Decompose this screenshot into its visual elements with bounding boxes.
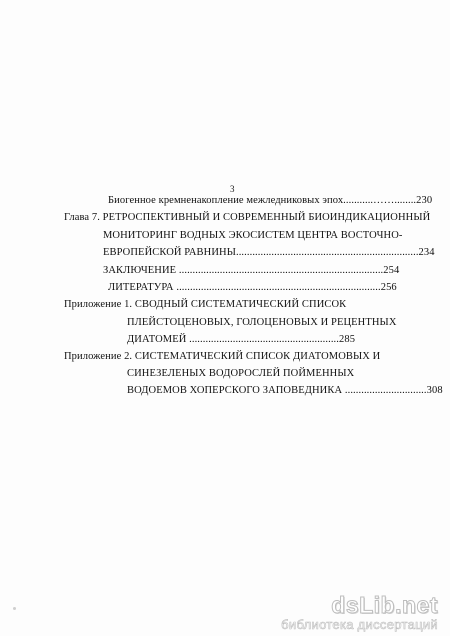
toc-entry-conclusion: ЗАКЛЮЧЕНИЕ ...........................................................................254 — [103, 265, 400, 276]
page-number: 3 — [230, 184, 235, 194]
toc-entry-literature: ЛИТЕРАТУРА ...........................................................................256 — [108, 282, 397, 293]
toc-entry-biogenic-silica: Биогенное кремненакопление межледниковых эпох...........……........230 — [108, 195, 433, 206]
toc-entry-chapter-7-title-line-2: МОНИТОРИНГ ВОДНЫХ ЭКОСИСТЕМ ЦЕНТРА ВОСТОЧНО- — [103, 230, 403, 241]
toc-entry-appendix-1-line-2: ПЛЕЙСТОЦЕНОВЫХ, ГОЛОЦЕНОВЫХ И РЕЦЕНТНЫХ — [127, 317, 397, 328]
dslib-watermark — [281, 593, 438, 632]
toc-entry-appendix-1-line-3: ДИАТОМЕЙ .......................................................285 — [127, 334, 356, 345]
toc-entry-appendix-2-line-3: ВОДОЕМОВ ХОПЕРСКОГО ЗАПОВЕДНИКА ..............................308 — [127, 385, 443, 396]
toc-entry-appendix-2-line-1: Приложение 2. СИСТЕМАТИЧЕСКИЙ СПИСОК ДИАТОМОВЫХ И — [64, 351, 381, 362]
toc-entry-chapter-7-title-line-3: ЕВРОПЕЙСКОЙ РАВНИНЫ...................................................................234 — [103, 247, 435, 258]
toc-entry-appendix-2-line-2: СИНЕЗЕЛЕНЫХ ВОДОРОСЛЕЙ ПОЙМЕННЫХ — [127, 368, 355, 379]
watermark-subtitle: библиотека диссертаций — [281, 617, 438, 632]
toc-entry-appendix-1-line-1: Приложение 1. СВОДНЫЙ СИСТЕМАТИЧЕСКИЙ СПИСОК — [64, 299, 347, 310]
watermark-logo: dsLib.net — [331, 592, 438, 618]
scan-speck — [13, 607, 16, 610]
toc-entry-chapter-7-title-line-1: Глава 7. РЕТРОСПЕКТИВНЫЙ И СОВРЕМЕННЫЙ БИОИНДИКАЦИОННЫЙ — [64, 212, 431, 223]
